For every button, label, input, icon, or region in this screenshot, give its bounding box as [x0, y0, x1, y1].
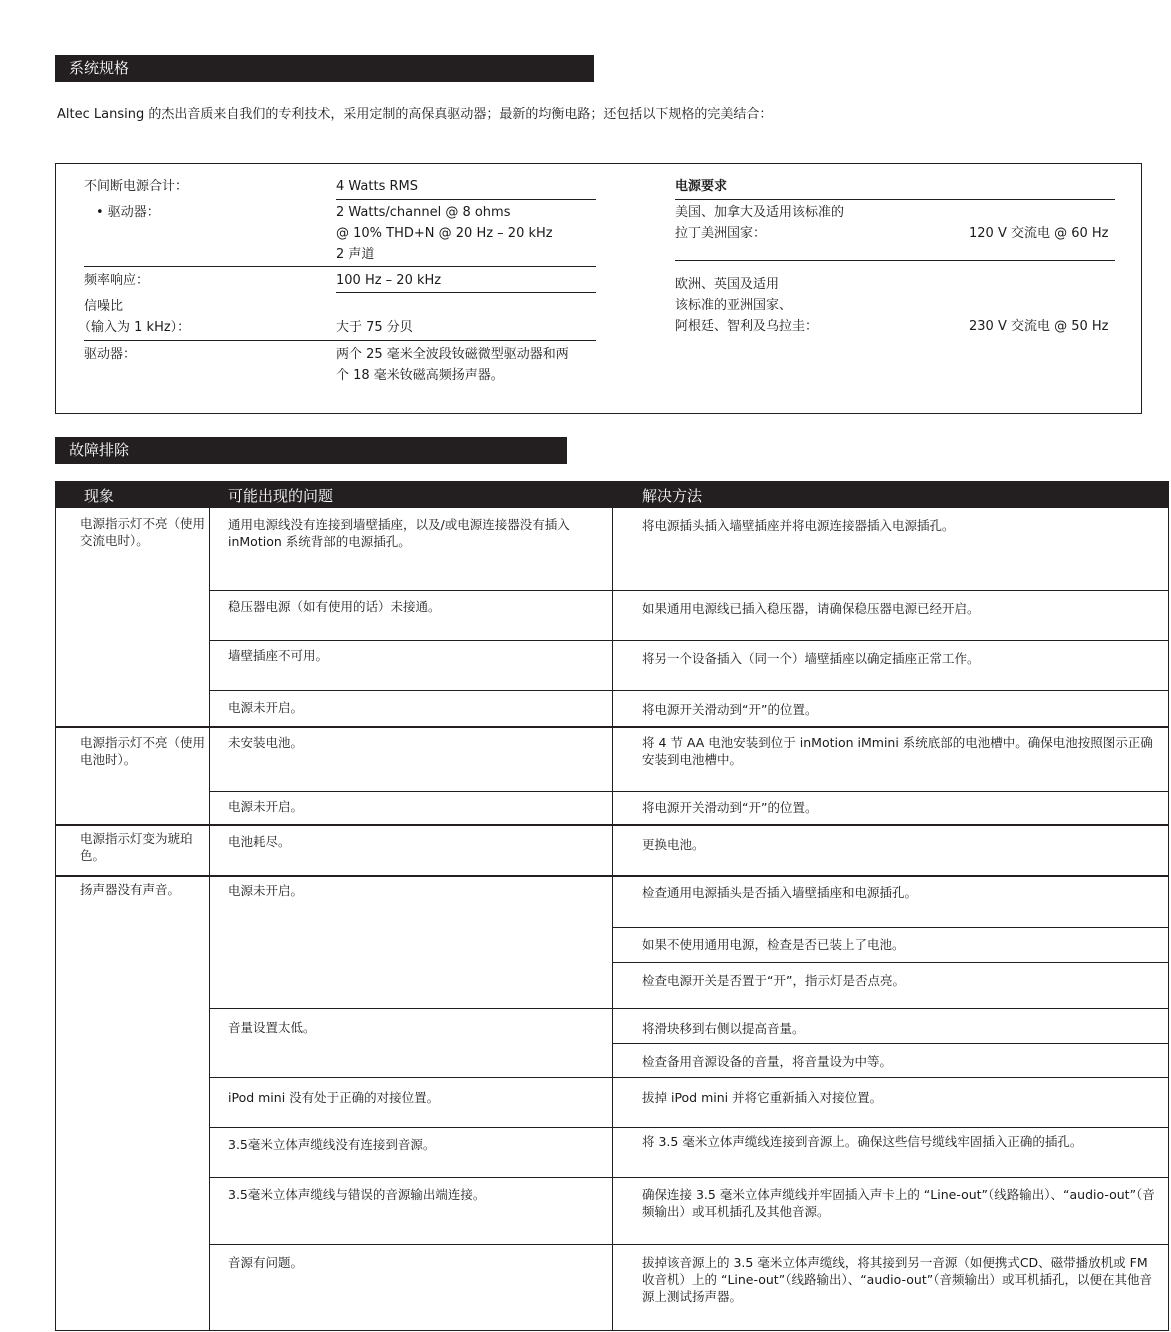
region2-value: 230 V 交流电 @ 50 Hz: [969, 319, 1109, 334]
solution-cell: 如果不使用通用电源，检查是否已装上了电池。: [642, 937, 905, 952]
region2-line3: 阿根廷、智利及乌拉圭：: [675, 319, 819, 334]
region1-value: 120 V 交流电 @ 60 Hz: [969, 226, 1109, 241]
drivers-value-3: 2 声道: [336, 247, 375, 262]
symptom-cell: 电源指示灯不亮（使用电池时）。: [80, 735, 206, 767]
symptom-cell: 扬声器没有声音。: [80, 882, 181, 897]
troubleshooting-table: [55, 481, 1169, 1331]
drivers-label: • 驱动器：: [96, 205, 160, 220]
row-divider: [612, 927, 1168, 928]
snr-value: 大于 75 分贝: [336, 320, 413, 335]
region1-line1: 美国、加拿大及适用该标准的: [675, 205, 845, 220]
solution-cell: 确保连接 3.5 毫米立体声缆线并牢固插入声卡上的 “Line-out”（线路输出）、“audio-out”（音频输出）或耳机插孔及其他音源。: [642, 1187, 1155, 1219]
driver-label: 驱动器：: [84, 347, 137, 362]
divider: [675, 199, 1115, 200]
solution-cell: 检查通用电源插头是否插入墙壁插座和电源插孔。: [642, 885, 918, 900]
divider: [675, 260, 1115, 261]
snr-label-2: （输入为 1 kHz）：: [78, 320, 191, 335]
solution-cell: 拔掉 iPod mini 并将它重新插入对接位置。: [642, 1090, 883, 1105]
problem-cell: 音量设置太低。: [228, 1020, 316, 1035]
solution-cell: 将另一个设备插入（同一个）墙壁插座以确定插座正常工作。: [642, 651, 980, 666]
driver-value-1: 两个 25 毫米全波段钕磁微型驱动器和两: [336, 347, 569, 362]
problem-cell: 电源未开启。: [228, 700, 304, 715]
row-divider: [209, 590, 1168, 591]
total-power-label: 不间断电源合计：: [84, 179, 189, 194]
header-symptom: 现象: [84, 487, 115, 505]
total-power-value: 4 Watts RMS: [336, 179, 418, 194]
problem-cell: 音源有问题。: [228, 1255, 304, 1270]
divider: [336, 292, 596, 293]
solution-cell: 将滑块移到右侧以提高音量。: [642, 1021, 805, 1036]
solution-cell: 更换电池。: [642, 837, 705, 852]
problem-cell: 电源未开启。: [228, 799, 304, 814]
row-divider: [209, 640, 1168, 641]
drivers-value-2: @ 10% THD+N @ 20 Hz – 20 kHz: [336, 226, 553, 241]
row-divider: [209, 1127, 1168, 1128]
solution-cell: 将电源插头插入墙壁插座并将电源连接器插入电源插孔。: [642, 518, 955, 533]
snr-label-1: 信噪比: [84, 299, 124, 314]
trouble-section-title: 故障排除: [55, 437, 567, 464]
solution-cell: 如果通用电源线已插入稳压器，请确保稳压器电源已经开启。: [642, 601, 980, 616]
problem-cell: 电源未开启。: [228, 883, 304, 898]
column-divider: [612, 508, 613, 1330]
row-divider: [612, 962, 1168, 963]
problem-cell: 通用电源线没有连接到墙壁插座，以及/或电源连接器没有插入 inMotion 系统背部的电源插孔。: [228, 517, 570, 549]
row-divider: [209, 1008, 1168, 1009]
problem-cell: 电池耗尽。: [228, 834, 291, 849]
solution-cell: 拔掉该音源上的 3.5 毫米立体声缆线，将其接到另一音源（如便携式CD、磁带播放机或 FM 收音机）上的 “Line-out”（线路输出）、“audio-out”（音频输出）或耳机插孔，以便在其他音源上测试扬声器。: [642, 1255, 1152, 1304]
region2-line2: 该标准的亚洲国家、: [675, 298, 793, 313]
solution-cell: 检查备用音源设备的音量，将音量设为中等。: [642, 1054, 893, 1069]
header-solution: 解决方法: [642, 487, 703, 505]
row-divider: [612, 1043, 1168, 1044]
symptom-cell: 电源指示灯不亮（使用交流电时）。: [80, 516, 206, 548]
divider: [84, 266, 596, 267]
freq-label: 频率响应：: [84, 273, 150, 288]
group-divider: [56, 726, 1168, 728]
specs-box: [55, 163, 1142, 414]
symptom-cell: 电源指示灯变为琥珀色。: [80, 831, 193, 863]
row-divider: [209, 1077, 1168, 1078]
solution-cell: 将 3.5 毫米立体声缆线连接到音源上。确保这些信号缆线牢固插入正确的插孔。: [642, 1134, 1083, 1149]
spec-section-title: 系统规格: [55, 55, 594, 82]
solution-cell: 将 4 节 AA 电池安装到位于 inMotion iMmini 系统底部的电池槽中。确保电池按照图示正确安装到电池槽中。: [642, 735, 1153, 767]
column-divider: [209, 508, 210, 1330]
solution-cell: 将电源开关滑动到“开”的位置。: [642, 702, 818, 717]
region1-line2: 拉丁美洲国家：: [675, 226, 767, 241]
problem-cell: 3.5毫米立体声缆线没有连接到音源。: [228, 1137, 436, 1152]
driver-value-2: 个 18 毫米钕磁高频扬声器。: [336, 368, 504, 383]
row-divider: [209, 791, 1168, 792]
row-divider: [209, 1244, 1168, 1245]
group-divider: [56, 824, 1168, 826]
header-problem: 可能出现的问题: [228, 487, 334, 505]
problem-cell: 3.5毫米立体声缆线与错误的音源输出端连接。: [228, 1187, 486, 1202]
table-header: [56, 481, 1169, 508]
freq-value: 100 Hz – 20 kHz: [336, 273, 442, 288]
solution-cell: 检查电源开关是否置于“开”，指示灯是否点亮。: [642, 973, 905, 988]
problem-cell: 未安装电池。: [228, 735, 304, 750]
row-divider: [209, 1177, 1168, 1178]
solution-cell: 将电源开关滑动到“开”的位置。: [642, 800, 818, 815]
problem-cell: iPod mini 没有处于正确的对接位置。: [228, 1090, 440, 1105]
group-divider: [56, 875, 1168, 877]
row-divider: [209, 690, 1168, 691]
drivers-value-1: 2 Watts/channel @ 8 ohms: [336, 205, 511, 220]
problem-cell: 墙壁插座不可用。: [228, 648, 329, 663]
intro-text: Altec Lansing 的杰出音质来自我们的专利技术，采用定制的高保真驱动器；最新的均衡电路；还包括以下规格的完美结合：: [57, 107, 773, 122]
problem-cell: 稳压器电源（如有使用的话）未接通。: [228, 599, 441, 614]
power-heading: 电源要求: [675, 179, 728, 194]
region2-line1: 欧洲、英国及适用: [675, 277, 780, 292]
divider: [336, 199, 596, 200]
divider: [84, 340, 596, 341]
